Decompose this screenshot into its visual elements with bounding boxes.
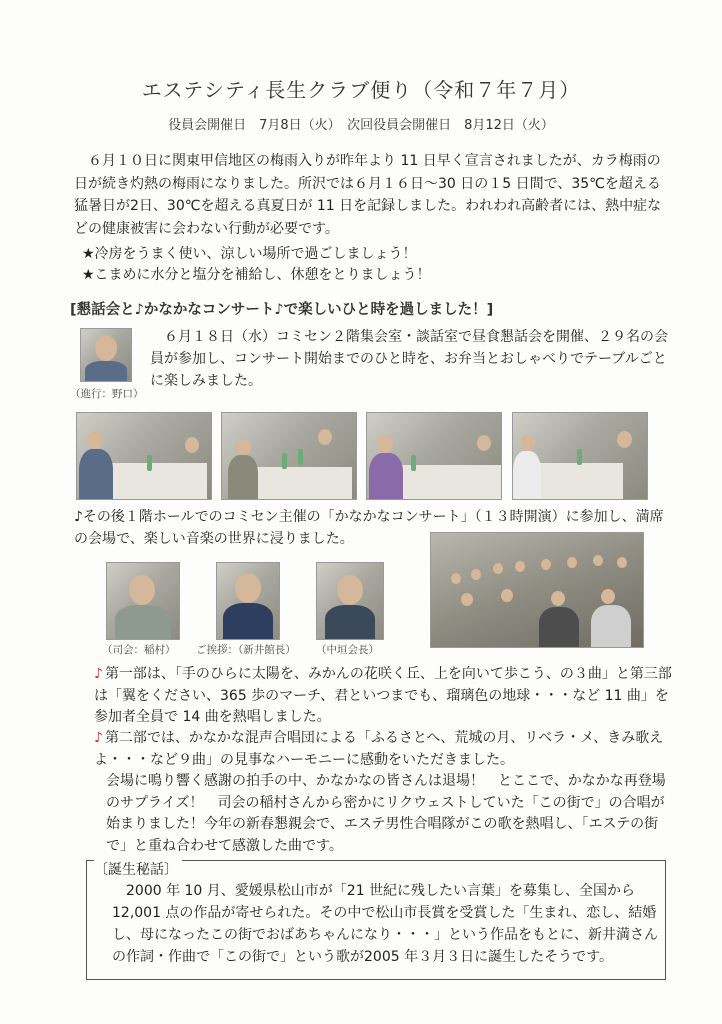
meeting-dates: 役員会開催日 7月8日（火） 次回役員会開催日 8月12日（火）	[168, 118, 554, 133]
tips-list	[82, 244, 431, 286]
concert-paragraph: ♪その後１階ホールでのコミセン主催の「かなかなコンサート」（１３時開演）に参加し、満席の会場で、楽しい音楽の世界に浸りました。	[74, 509, 664, 547]
meeting-paragraph: ６月１８日（水）コミセン２階集会室・談話室で昼食懇話会を開催、２９名の会員が参加し、コンサート開始までのひと時を、お弁当とおしゃべりでテーブルごとに楽しみました。	[150, 329, 668, 389]
tip-item: ★こまめに水分と塩分を補給し、休憩をとりましょう！	[82, 267, 431, 283]
meeting-description	[150, 326, 670, 392]
luncheon-photo	[221, 412, 357, 500]
part-two-text: 第二部では、かなかな混声合唱団による「ふるさとへ、荒城の月、リベラ・メ、きみ歌えよ・・・など９曲」の見事なハーモニーに感動をいただきました。	[94, 730, 664, 768]
section-heading: [懇話会と♪かなかなコンサート♪で楽しいひと時を過しました！]	[70, 302, 494, 318]
director-photo	[216, 562, 280, 640]
intro-block	[74, 150, 674, 240]
luncheon-photo	[512, 412, 648, 500]
note-icon: ♪	[94, 730, 103, 746]
host-photo	[80, 328, 132, 382]
chairman-photo	[316, 562, 384, 640]
note-icon: ♪	[94, 666, 103, 682]
tip-item: ★冷房をうまく使い、涼しい場所で過ごしましょう！	[82, 246, 417, 262]
chairman-caption: （中垣会長）	[316, 644, 379, 656]
luncheon-photo	[76, 412, 212, 500]
story-text-block	[112, 880, 660, 968]
host-caption: （進行：野口）	[70, 388, 144, 400]
director-caption: ご挨拶：（新井館長）	[196, 644, 296, 656]
part-one	[94, 664, 674, 729]
page-title: エステシティ長生クラブ便り（令和７年７月）	[141, 78, 581, 102]
audience-photo	[430, 532, 644, 648]
story-label: 〔誕生秘話〕	[94, 859, 182, 879]
luncheon-photo	[366, 412, 502, 500]
emcee-photo	[106, 562, 180, 640]
intro-paragraph: ６月１０日に関東甲信地区の梅雨入りが昨年より 11 日早く宣言されましたが、カラ梅雨の日が続き灼熱の梅雨になりました。所沢では６月１６日～30 日の１5 日間で、35℃を超える猛暑日が2日、30℃を超える真夏日が 11 日を記録しました。われわれ高齢者には、熱中症などの健康被害に会わない行動が必要です。	[74, 153, 662, 237]
part-two	[94, 728, 674, 857]
part-two-continued: 会場に鳴り響く感謝の拍手の中、かなかなの皆さんは退場！ とここで、かなかな再登場のサプライズ！ 司会の稲村さんから密かにリクウェストしていた「この街で」の合唱が始まりました！今年の新春懇親会で、エステ男性合唱隊がこの歌を熱唱し、「エステの街で」と重ね合わせて感激した曲です。	[106, 773, 666, 854]
story-paragraph: 2000 年 10 月、愛媛県松山市が「21 世紀に残したい言葉」を募集し、全国から 12,001 点の作品が寄せられた。その中で松山市長賞を受賞した「生まれ、恋し、結婚し、母になったこの街でおばあちゃんになり・・・」という作品をもとに、新井満さんの作詞・作曲で「この街で」という歌が2005 年３月３日に誕生したそうです。	[112, 883, 658, 965]
part-one-text: 第一部は、「手のひらに太陽を、みかんの花咲く丘、上を向いて歩こう、の３曲」と第三部は「翼をください、365 歩のマーチ、君といつまでも、瑠璃色の地球・・・など 11 曲」を参加者全員で 14 曲を熱唱しました。	[94, 666, 672, 725]
emcee-caption: （司会：稲村）	[102, 644, 176, 656]
